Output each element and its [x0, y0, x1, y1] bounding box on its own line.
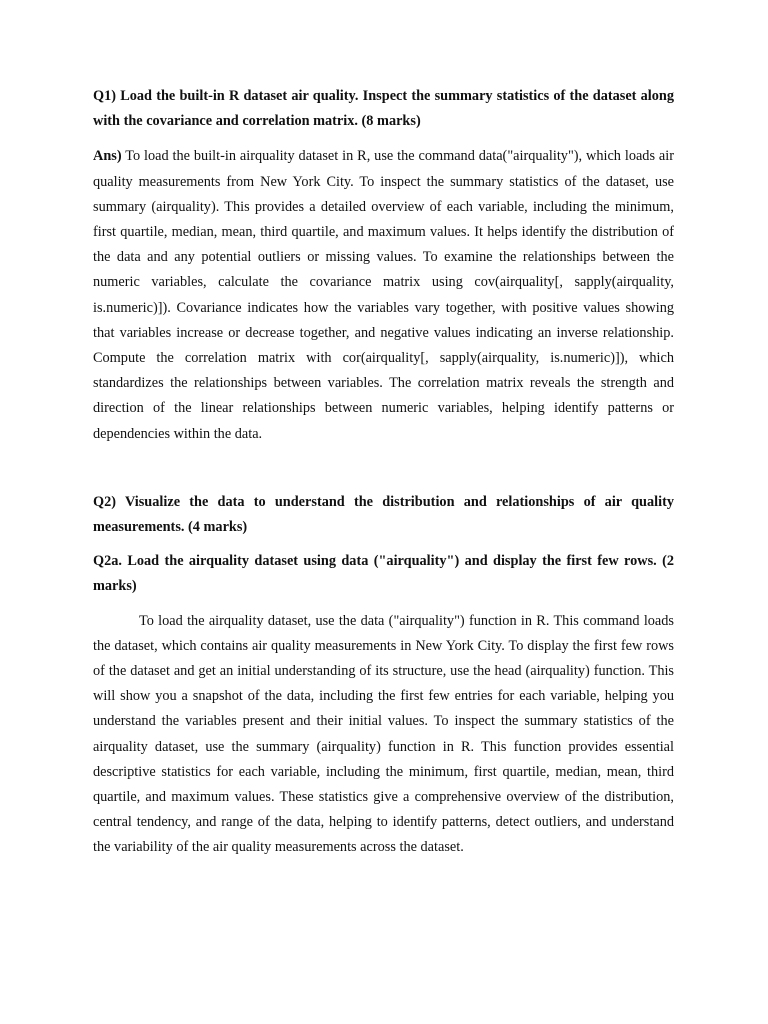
q1-answer-paragraph [93, 144, 674, 446]
q1-question: Q1) Load the built-in R dataset air quality. Inspect the summary statistics of the dataset along with the covariance and correlation matrix. (8 marks) [93, 88, 674, 130]
q2-question: Q2) Visualize the data to understand the distribution and relationships of air quality measurements. (4 marks) [93, 493, 674, 536]
q2a-answer-text: To load the airquality dataset, use the data ("airquality") function in R. This command loads the dataset, which contains air quality measurements in New York City. To display the first few rows of the dataset and get an initial understanding of its structure, use the head (airquality) function. This will show you a snapshot of the data, including the first few entries for each variable, helping you understand the variables present and their initial values. To inspect the summary statistics of the airquality dataset, use the summary (airquality) function in R. This function provides essential descriptive statistics for each variable, including the minimum, first quartile, median, mean, third quartile, and maximum values. These statistics give a comprehensive overview of the distribution, central tendency, and range of the data, helping to identify patterns, detect outliers, and understand the variability of the air quality measurements across the dataset. [93, 612, 674, 856]
q2a-question: Q2a. Load the airquality dataset using data ("airquality") and display the first few rows. (2 marks) [93, 553, 674, 595]
answer-label: Ans) [93, 148, 122, 165]
q1-answer-text: To load the built-in airquality dataset in R, use the command data("airquality"), which loads air quality measurements from New York City. To inspect the summary statistics of the dataset, use summary (airquality). This provides a detailed overview of each variable, including the minimum, first quartile, median, mean, third quartile, and maximum values. It helps identify the distribution of the data and any potential outliers or missing values. To examine the relationships between the numeric variables, calculate the covariance matrix using cov(airquality[, sapply(airquality, is.numeric)]). Covariance indicates how the variables vary together, with positive values showing that variables increase or decrease together, and negative values indicating an inverse relationship. Compute the correlation matrix with cor(airquality[, sapply(airquality, is.numeric)]), which standardizes the relationships between variables. The correlation matrix reveals the strength and direction of the linear relationships between numeric variables, helping identify patterns or dependencies within the data. [93, 148, 674, 442]
document-page [93, 84, 674, 984]
